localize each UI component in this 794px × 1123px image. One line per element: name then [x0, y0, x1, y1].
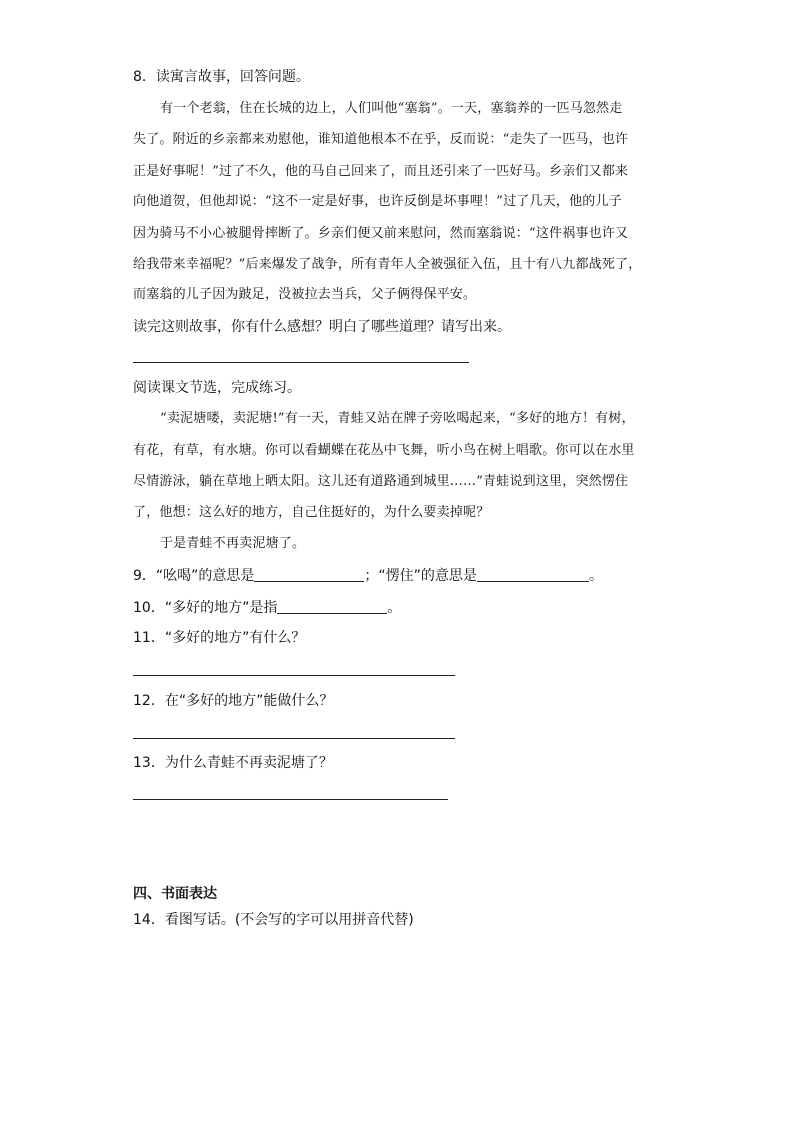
q11-question: 11．“多好的地方”有什么？ [133, 630, 306, 646]
q9-text-part2: ；“愣住”的意思是 [364, 568, 477, 584]
reading-passage-line: “卖泥塘喽，卖泥塘!”有一天，青蛙又站在牌子旁吆喝起来，“多好的地方！有树， [160, 411, 635, 426]
q8-story-line: 给我带来幸福呢？”后来爆发了战争，所有青年人全被强征入伍，且十有八九都战死了， [133, 257, 642, 272]
q10-text-part2: 。 [387, 600, 402, 616]
q8-story-line: 而塞翁的儿子因为跛足，没被拉去当兵，父子俩得保平安。 [133, 287, 477, 302]
q8-story-line: 有一个老翁，住在长城的边上，人们叫他“塞翁”。一天，塞翁养的一匹马忽然走 [160, 101, 623, 116]
q8-question: 读完这则故事，你有什么感想？明白了哪些道理？请写出来。 [133, 319, 511, 335]
q10-text-part1: 10．“多好的地方”是指 [133, 600, 278, 616]
reading-passage-line: 了，他想：这么好的地方，自己住挺好的，为什么要卖掉呢？ [133, 505, 490, 520]
q9-text-part1: 9．“吆喝”的意思是 [133, 568, 255, 584]
q8-story-line: 因为骑马不小心被腿骨摔断了。乡亲们便又前来慰问，然而塞翁说：“这件祸事也许又 [133, 226, 629, 241]
reading-passage-line: 有花，有草，有水塘。你可以看蝴蝶在花丛中飞舞，听小鸟在树上唱歌。你可以在水里 [133, 443, 635, 458]
q8-title: 8．读寓言故事，回答问题。 [133, 69, 310, 85]
q8-story-line: 正是好事呢！”过了不久，他的马自己回来了，而且还引来了一匹好马。乡亲们又都来 [133, 164, 629, 179]
q13-question: 13．为什么青蛙不再卖泥塘了？ [133, 755, 333, 771]
q12-question: 12．在“多好的地方”能做什么？ [133, 693, 334, 709]
q8-story-line: 失了。附近的乡亲都来劝慰他，谁知道他根本不在乎，反而说：“走失了一匹马，也许 [133, 132, 629, 147]
q9-blank-2[interactable] [477, 567, 589, 582]
q9-blank-1[interactable] [254, 567, 364, 582]
reading-passage-line: 尽情游泳，躺在草地上晒太阳。这儿还有道路通到城里……”青蛙说到这里，突然愣住 [133, 474, 629, 489]
q10-question [133, 598, 401, 618]
q12-answer-line[interactable] [133, 738, 455, 739]
q13-answer-line[interactable] [133, 799, 448, 800]
reading-intro: 阅读课文节选，完成练习。 [133, 380, 301, 396]
q8-answer-line[interactable] [133, 362, 469, 363]
q9-text-part3: 。 [588, 568, 603, 584]
q14-question: 14．看图写话。(不会写的字可以用拼音代替) [133, 912, 414, 928]
q9-question [133, 566, 603, 586]
q11-answer-line[interactable] [133, 675, 455, 676]
q8-story-line: 向他道贺，但他却说：“这不一定是好事，也许反倒是坏事哩！”过了几天，他的儿子 [133, 194, 622, 209]
section-4-heading: 四、书面表达 [133, 886, 217, 902]
q10-blank[interactable] [277, 599, 387, 614]
reading-passage-line: 于是青蛙不再卖泥塘了。 [160, 536, 306, 551]
